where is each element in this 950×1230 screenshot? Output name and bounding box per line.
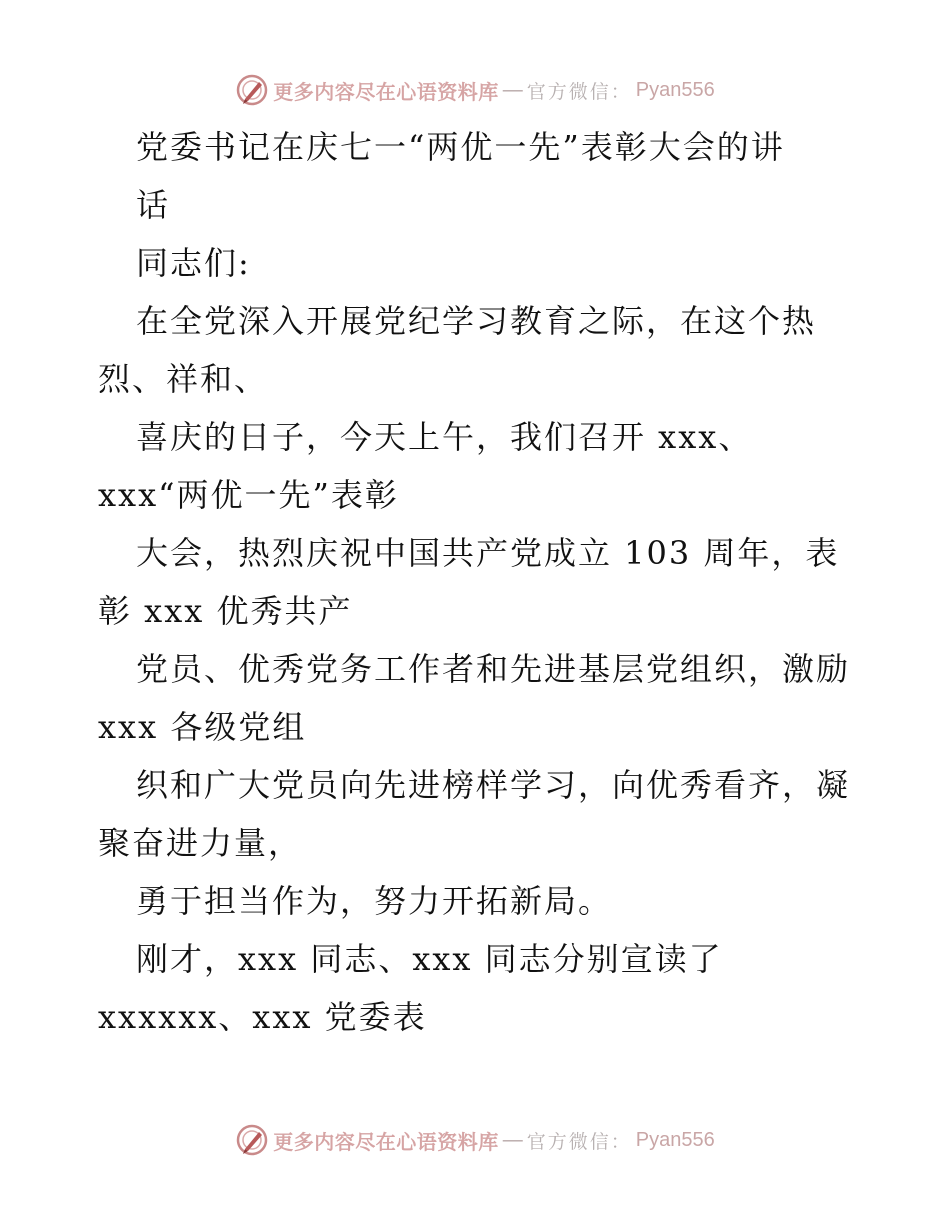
document-body — [98, 118, 888, 1046]
body-line: 在全党深入开展党纪学习教育之际，在这个热 — [136, 302, 817, 340]
body-line: 聚奋进力量， — [98, 824, 303, 862]
banner-main-text: 更多内容尽在心语资料库 — [273, 79, 499, 104]
fountain-pen-logo-icon — [235, 73, 269, 107]
body-line: 勇于担当作为，努力开拓新局。 — [136, 882, 613, 920]
salutation: 同志们: — [136, 244, 251, 282]
document-title-line-1: 党委书记在庆七一“两优一先”表彰大会的讲 — [136, 128, 785, 166]
body-line: xxxxxx、xxx 党委表 — [98, 998, 427, 1036]
body-line: 织和广大党员向先进榜样学习，向优秀看齐，凝 — [136, 766, 851, 804]
body-line: 烈、祥和、 — [98, 360, 269, 398]
body-line: 党员、优秀党务工作者和先进基层党组织，激励 — [136, 650, 851, 688]
banner-separator: — — [502, 1128, 523, 1151]
body-line: 喜庆的日子，今天上午，我们召开 xxx、 — [136, 418, 753, 456]
banner-wechat-id: Pyan556 — [635, 1128, 715, 1151]
banner-wechat-label: 官方微信： — [526, 1130, 632, 1153]
fountain-pen-logo-icon — [235, 1123, 269, 1157]
banner-wechat-id: Pyan556 — [635, 78, 715, 101]
banner-separator: — — [502, 78, 523, 101]
footer-banner — [0, 1120, 950, 1160]
banner-wechat-label: 官方微信： — [526, 80, 632, 103]
document-title-line-2: 话 — [136, 186, 171, 224]
body-line: xxx“两优一先”表彰 — [98, 476, 399, 514]
header-banner — [0, 70, 950, 110]
body-line: xxx 各级党组 — [98, 708, 307, 746]
body-line: 彰 xxx 优秀共产 — [98, 592, 353, 630]
body-line: 大会，热烈庆祝中国共产党成立 103 周年，表 — [136, 534, 840, 572]
banner-main-text: 更多内容尽在心语资料库 — [273, 1129, 499, 1154]
body-line: 刚才，xxx 同志、xxx 同志分别宣读了 — [136, 940, 723, 978]
